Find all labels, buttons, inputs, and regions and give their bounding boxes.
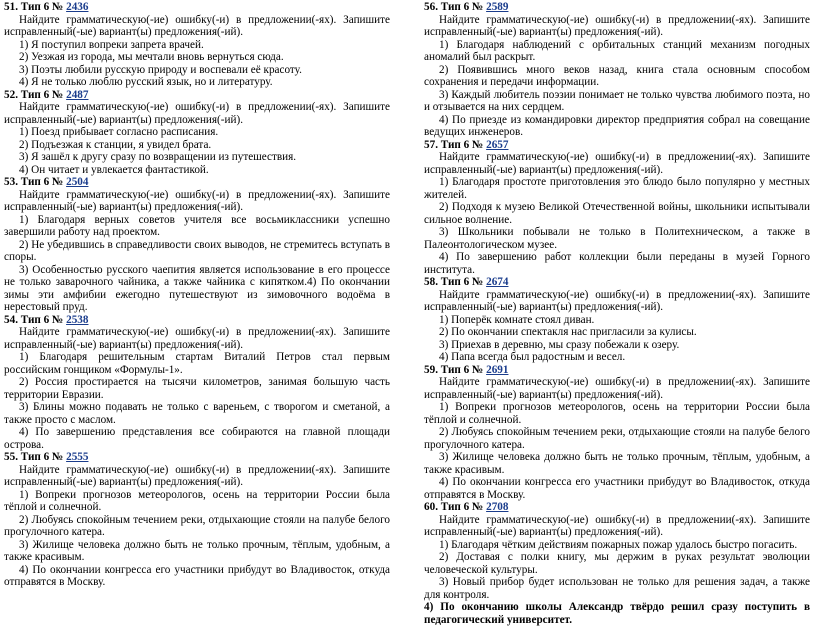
task-option: 3) Новый прибор будет использован не только для решения задач, а также для контроля. [424, 576, 810, 601]
task-number-link[interactable]: 2691 [486, 363, 509, 376]
left-column [4, 1, 390, 589]
right-column [424, 1, 810, 626]
task-number-link[interactable]: 2589 [486, 1, 509, 13]
task-option: 3) Блины можно подавать не только с вареньем, с творогом и сметаной, а также просто с маслом. [4, 401, 390, 426]
task-option: 3) Жилище человека должно быть не только прочным, тёплым, удобным, а также красивым. [4, 538, 390, 563]
task-option: 2) Любуясь спокойным течением реки, отдыхающие стояли на палубе белого прогулочного катера. [424, 426, 810, 451]
task-option: 2) Появившись много веков назад, книга стала основным способом сохранения и передачи информации. [424, 63, 810, 88]
task-header-label: 59. Тип 6 № [424, 363, 484, 376]
task-header-label: 51. Тип 6 № [4, 1, 64, 13]
task-option: 3) Я зашёл к другу сразу по возвращении из путешествия. [19, 151, 297, 163]
task-header-label: 58. Тип 6 № [424, 276, 484, 288]
task-option: 1) Благодаря чётким действиям пожарных пожар удалось быстро погасить. [439, 538, 798, 551]
task-option: 4) По завершению представления все собираются на главной площади острова. [4, 426, 390, 451]
task-option: 4) По приезде из командировки директор предприятия собрал на совещание ведущих инженеров. [424, 113, 810, 138]
task-block [424, 501, 810, 626]
task-option: 2) По окончании спектакля нас пригласили за кулисы. [439, 326, 697, 338]
task-header-label: 57. Тип 6 № [424, 138, 484, 151]
task-header-label: 52. Тип 6 № [4, 88, 64, 101]
task-option: 4) По окончании конгресса его участники прибудут во Владивосток, откуда отправятся в Москву. [424, 476, 810, 501]
task-option: 1) Благодаря простоте приготовления это блюдо было популярно у местных жителей. [424, 176, 810, 201]
task-header-label: 53. Тип 6 № [4, 176, 64, 188]
task-option: 1) Благодаря наблюдений с орбитальных станций механизм погодных аномалий был раскрыт. [424, 38, 810, 63]
task-block [4, 89, 390, 177]
task-option: 2) Россия простирается на тысячи километров, занимая большую часть территории Евразии. [4, 376, 390, 401]
task-header [4, 89, 390, 102]
task-option: 2) Не убедившись в справедливости своих выводов, не стремитесь вступать в споры. [4, 238, 390, 263]
task-option: 4) Папа всегда был радостным и весел. [439, 351, 626, 363]
task-header-label: 55. Тип 6 № [4, 451, 64, 463]
task-option: 3) Каждый любитель поэзии понимает не только чувства любимого поэта, но и отзывается на них сердцем. [424, 88, 810, 113]
task-header [424, 139, 810, 152]
task-header [424, 364, 810, 377]
task-number-link[interactable]: 2538 [66, 313, 89, 326]
task-option: 1) Вопреки прогнозов метеорологов, осень на территории России была тёплой и солнечной. [424, 401, 810, 426]
task-option: 4) Он читает и увлекается фантастикой. [19, 163, 209, 176]
task-option: 1) Вопреки прогнозов метеорологов, осень на территории России была тёплой и солнечной. [4, 488, 390, 513]
task-header [4, 176, 390, 189]
task-instruction: Найдите грамматическую(-ие) ошибку(-и) в предложении(-ях). Запишите исправленный(-ые) вариант(ы) предложения(-ий). [424, 376, 810, 401]
task-instruction: Найдите грамматическую(-ие) ошибку(-и) в предложении(-ях). Запишите исправленный(-ые) вариант(ы) предложения(-ий). [4, 326, 390, 351]
task-instruction: Найдите грамматическую(-ие) ошибку(-и) в предложении(-ях). Запишите исправленный(-ые) вариант(ы) предложения(-ий). [4, 101, 390, 126]
task-option-bold: 4) По окончанию школы Александр твёрдо решил сразу поступить в педагогический университет. [424, 601, 810, 626]
task-instruction: Найдите грамматическую(-ие) ошибку(-и) в предложении(-ях). Запишите исправленный(-ые) вариант(ы) предложения(-ий). [424, 13, 810, 38]
task-header [4, 451, 390, 464]
task-header [4, 314, 390, 327]
task-block [424, 364, 810, 502]
task-number-link[interactable]: 2555 [66, 451, 89, 463]
task-header-label: 60. Тип 6 № [424, 501, 484, 513]
task-block [4, 451, 390, 589]
task-block [4, 176, 390, 314]
task-number-link[interactable]: 2708 [486, 501, 509, 513]
task-option: 2) Уезжая из города, мы мечтали вновь вернуться сюда. [19, 51, 284, 63]
task-header [424, 276, 810, 289]
task-option: 1) Поперёк комнате стоял диван. [439, 313, 595, 326]
task-option: 1) Поезд прибывает согласно расписания. [19, 126, 219, 138]
task-option: 3) Приехав в деревню, мы сразу побежали к озеру. [439, 338, 680, 351]
task-option: 4) Я не только люблю русский язык, но и литературу. [19, 76, 273, 88]
task-instruction: Найдите грамматическую(-ие) ошибку(-и) в предложении(-ях). Запишите исправленный(-ые) вариант(ы) предложения(-ий). [424, 151, 810, 176]
task-option: 1) Благодаря верных советов учителя все восьмиклассники успешно завершили работу над проектом. [4, 213, 390, 238]
task-option: 3) Жилище человека должно быть не только прочным, тёплым, удобным, а также красивым. [424, 451, 810, 476]
task-option: 2) Подъезжая к станции, я увидел брата. [19, 138, 212, 151]
task-option: 3) Поэты любили русскую природу и воспевали её красоту. [19, 63, 302, 76]
task-block [424, 139, 810, 277]
task-number-link[interactable]: 2436 [66, 1, 89, 13]
task-option: 4) По окончании конгресса его участники прибудут во Владивосток, откуда отправятся в Москву. [4, 563, 390, 588]
task-instruction: Найдите грамматическую(-ие) ошибку(-и) в предложении(-ях). Запишите исправленный(-ые) вариант(ы) предложения(-ий). [4, 463, 390, 488]
task-instruction: Найдите грамматическую(-ие) ошибку(-и) в предложении(-ях). Запишите исправленный(-ые) вариант(ы) предложения(-ий). [4, 13, 390, 38]
task-instruction: Найдите грамматическую(-ие) ошибку(-и) в предложении(-ях). Запишите исправленный(-ые) вариант(ы) предложения(-ий). [4, 188, 390, 213]
task-number-link[interactable]: 2487 [66, 88, 89, 101]
task-number-link[interactable]: 2674 [486, 276, 509, 288]
task-option: 1) Благодаря решительным стартам Виталий Петров стал первым российским гонщиком «Формулы-1». [4, 351, 390, 376]
task-instruction: Найдите грамматическую(-ие) ошибку(-и) в предложении(-ях). Запишите исправленный(-ые) вариант(ы) предложения(-ий). [424, 513, 810, 538]
task-option: 2) Подходя к музею Великой Отечественной войны, школьники испытывали сильное волнение. [424, 201, 810, 226]
task-header [424, 501, 810, 514]
task-instruction: Найдите грамматическую(-ие) ошибку(-и) в предложении(-ях). Запишите исправленный(-ые) вариант(ы) предложения(-ий). [424, 288, 810, 313]
task-number-link[interactable]: 2657 [486, 138, 509, 151]
task-header-label: 56. Тип 6 № [424, 1, 484, 13]
task-block [424, 1, 810, 139]
task-block [4, 1, 390, 89]
task-option: 4) По завершению работ коллекции были переданы в музей Горного института. [424, 251, 810, 276]
task-number-link[interactable]: 2504 [66, 176, 89, 188]
task-header [4, 1, 390, 14]
task-option: 2) Доставая с полки книгу, мы держим в руках результат эволюции человеческой культуры. [424, 551, 810, 576]
task-option: 3) Школьники побывали не только в Политехническом, а также в Палеонтологическом музее. [424, 226, 810, 251]
task-option: 2) Любуясь спокойным течением реки, отдыхающие стояли на палубе белого прогулочного катера. [4, 513, 390, 538]
task-block [4, 314, 390, 452]
task-option: 3) Особенностью русского чаепития является использование в его процессе не только заварочного чайника, а также чайника с кипятком.4) По окончании зимы эти амфибии ежегодно путешествуют из зимовочного водоёма в нерестовый пруд. [4, 263, 390, 313]
task-option: 1) Я поступил вопреки запрета врачей. [19, 38, 204, 51]
task-block [424, 276, 810, 364]
task-header [424, 1, 810, 14]
task-header-label: 54. Тип 6 № [4, 313, 64, 326]
